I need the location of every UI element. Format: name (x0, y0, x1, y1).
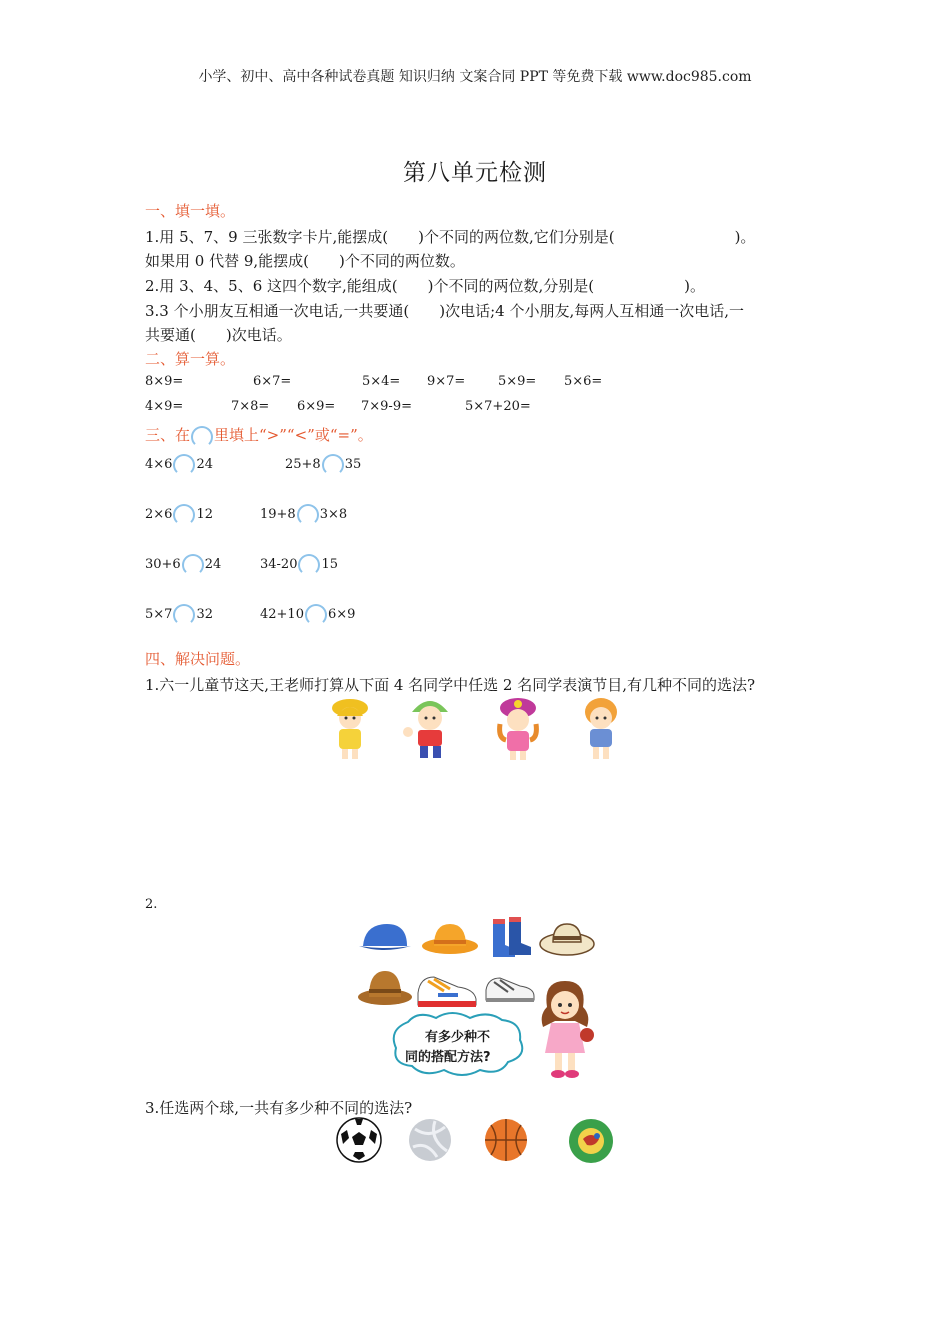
basketball-icon (483, 1117, 529, 1163)
compare-circle-input[interactable] (297, 504, 319, 526)
compare-expr: 6×9 (327, 607, 356, 622)
calc-item: 9×7= (427, 374, 466, 389)
child-yellow-hat-icon (325, 694, 375, 762)
compare-circle-input[interactable] (173, 604, 195, 626)
fill-q1-line2: 如果用 0 代替 9,能摆成( )个不同的两位数。 (145, 252, 465, 270)
bubble-text-line2: 同的搭配方法? (405, 1050, 491, 1065)
compare-expr: 3×8 (319, 507, 348, 522)
compare-expr: 32 (196, 607, 213, 622)
sneakers-icon (414, 965, 482, 1015)
compare-expr: 15 (321, 557, 339, 572)
child-pink-hat-icon (492, 694, 544, 762)
page-title: 第八单元检测 (403, 160, 547, 186)
calc-item: 5×4= (362, 374, 401, 389)
rain-boots-icon (487, 915, 537, 961)
fill-q3-line2: 共要通( )次电话。 (145, 326, 292, 344)
compare-expr: 34-20 (260, 557, 298, 572)
compare-expr: 24 (196, 457, 213, 472)
colorful-ball-icon (567, 1117, 615, 1165)
problem-2: 2. (145, 897, 158, 912)
compare-expr: 42+10 (260, 607, 304, 622)
calc-item: 7×9-9= (361, 399, 412, 414)
compare-expr: 4×6 (145, 457, 173, 472)
compare-left (145, 454, 213, 476)
compare-circle-input[interactable] (173, 454, 195, 476)
girl-character-icon (533, 975, 597, 1079)
compare-expr: 24 (204, 557, 222, 572)
compare-left (145, 554, 221, 576)
compare-right (260, 554, 338, 576)
compare-circle-input[interactable] (173, 504, 195, 526)
calc-item: 4×9= (145, 399, 184, 414)
calc-item: 5×6= (564, 374, 603, 389)
compare-right (260, 504, 347, 526)
problem-3: 3.任选两个球,一共有多少种不同的选法? (145, 1099, 413, 1117)
speech-bubble-icon (388, 1010, 528, 1080)
problem-1: 1.六一儿童节这天,王老师打算从下面 4 名同学中任选 2 名同学表演节目,有几种不同的选法? (145, 676, 756, 694)
section-problems-heading: 四、解决问题。 (145, 650, 251, 668)
section-compare-heading (145, 424, 373, 448)
section-compare-heading-prefix: 三、在 (145, 426, 191, 444)
blue-cap-icon (355, 918, 413, 956)
orange-hat-icon (420, 918, 480, 956)
compare-circle-input[interactable] (182, 554, 204, 576)
compare-expr: 30+6 (145, 557, 181, 572)
volleyball-icon (407, 1117, 453, 1163)
calc-item: 6×9= (297, 399, 336, 414)
calc-item: 8×9= (145, 374, 184, 389)
child-girl-icon (575, 694, 627, 762)
compare-circle-input[interactable] (305, 604, 327, 626)
fill-q1-line1: 1.用 5、7、9 三张数字卡片,能摆成( )个不同的两位数,它们分别是( )。 (145, 228, 756, 246)
calc-item: 6×7= (253, 374, 292, 389)
compare-expr: 25+8 (285, 457, 321, 472)
bubble-text-line1: 有多少种不 (425, 1030, 491, 1045)
brown-hat-icon (357, 967, 413, 1007)
child-green-hat-icon (400, 692, 460, 762)
header-banner: 小学、初中、高中各种试卷真题 知识归纳 文案合同 PPT 等免费下载 www.doc985.com (198, 69, 752, 85)
compare-expr: 35 (344, 457, 362, 472)
soccer-ball-icon (335, 1116, 383, 1164)
calc-item: 5×9= (498, 374, 537, 389)
compare-right (260, 604, 355, 626)
fill-q2: 2.用 3、4、5、6 这四个数字,能组成( )个不同的两位数,分别是( )。 (145, 277, 705, 295)
circle-blank-icon (191, 426, 213, 448)
fill-q3-line1: 3.3 个小朋友互相通一次电话,一共要通( )次电话;4 个小朋友,每两人互相通一次电话,一 (145, 302, 745, 320)
compare-left (145, 504, 213, 526)
white-shoes-icon (482, 970, 538, 1006)
straw-hat-icon (538, 918, 596, 958)
compare-circle-input[interactable] (298, 554, 320, 576)
section-compare-heading-suffix: 里填上“>”“<”或“=”。 (214, 426, 373, 444)
calc-item: 5×7+20= (465, 399, 531, 414)
section-calc-heading: 二、算一算。 (145, 350, 236, 368)
compare-expr: 19+8 (260, 507, 296, 522)
section-fill-heading: 一、填一填。 (145, 202, 236, 220)
compare-circle-input[interactable] (322, 454, 344, 476)
compare-right (285, 454, 361, 476)
compare-expr: 12 (196, 507, 213, 522)
compare-expr: 5×7 (145, 607, 173, 622)
compare-expr: 2×6 (145, 507, 173, 522)
compare-left (145, 604, 213, 626)
calc-item: 7×8= (231, 399, 270, 414)
